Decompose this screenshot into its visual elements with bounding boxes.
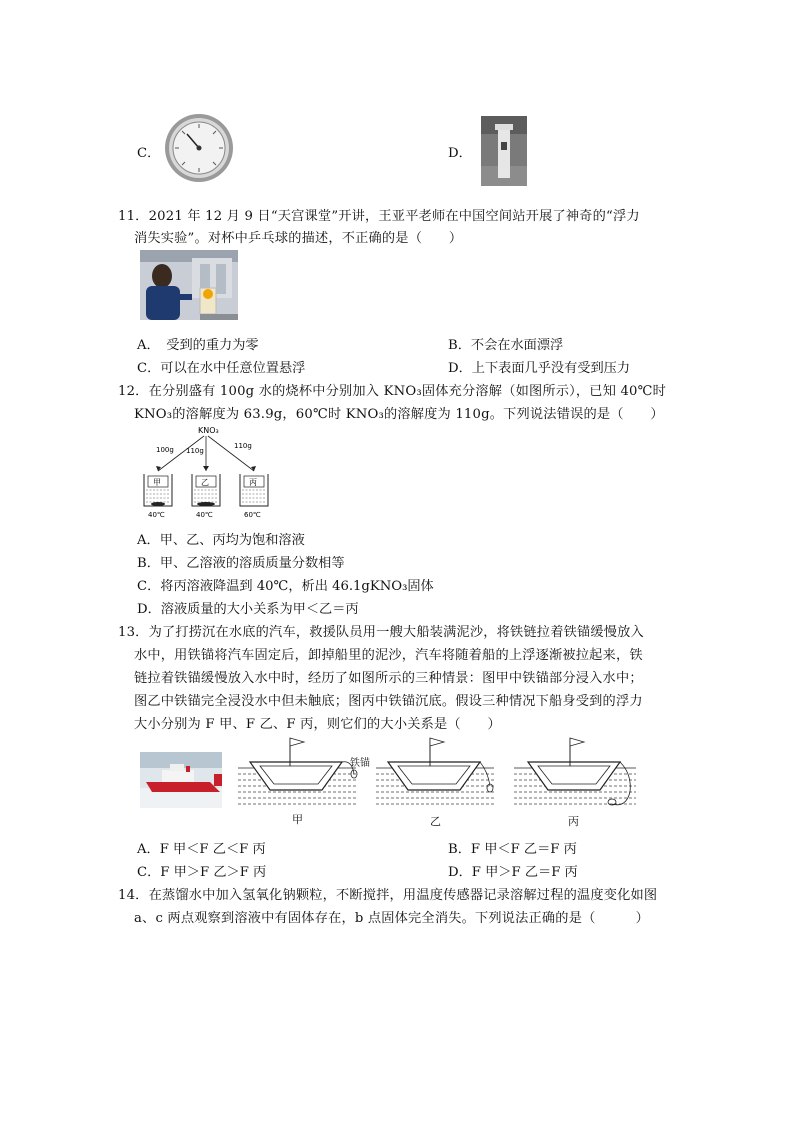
fig-boat-label-1: 甲 [292, 813, 303, 826]
q13-option-d: D．F 甲＞F 乙＝F 丙 [448, 865, 578, 880]
q10-option-d-label: D． [448, 146, 472, 161]
q14-stem-line2: a、c 两点观察到溶液中有固体存在，b 点固体完全消失。下列说法正确的是（ ） [134, 911, 650, 926]
q13-option-c: C．F 甲＞F 乙＞F 丙 [137, 865, 267, 880]
fig-temp-1: 40℃ [148, 511, 165, 519]
q13-stem-line3: 链拉着铁锚缓慢放入水中时，经历了如图所示的三种情景：图甲中铁锚部分浸入水中； [134, 671, 643, 686]
fig-kno3-label: KNO₃ [198, 426, 219, 435]
tiangong-classroom-photo [140, 250, 238, 320]
q12-option-c: C．将丙溶液降温到 40℃，析出 46.1gKNO₃固体 [137, 579, 434, 594]
boat-anchor-figure [236, 730, 642, 830]
fig-temp-3: 60℃ [244, 511, 261, 519]
q13-stem-line2: 水中，用铁锚将汽车固定后，卸掉船里的泥沙，汽车将随着船的上浮逐渐被拉起来，铁 [134, 648, 643, 663]
q13-option-a: A．F 甲＜F 乙＜F 丙 [137, 842, 266, 857]
icebreaker-ship-photo [140, 752, 222, 808]
weather-station-image [481, 116, 527, 186]
q12-option-a: A．甲、乙、丙均为饱和溶液 [137, 533, 305, 548]
q13-stem-line5: 大小分别为 F 甲、F 乙、F 丙，则它们的大小关系是（ ） [134, 717, 501, 732]
fig-temp-2: 40℃ [196, 511, 213, 519]
q13-stem-line4: 图乙中铁锚完全浸没水中但未触底；图丙中铁锚沉底。假设三种情况下船身受到的浮力 [134, 694, 643, 709]
q11-option-b: B．不会在水面漂浮 [448, 338, 564, 353]
q12-stem-line1: 12．在分别盛有 100g 水的烧杯中分别加入 KNO₃固体充分溶解（如图所示），已知 40℃时 [118, 384, 666, 399]
q14-stem-line1: 14．在蒸馏水中加入氢氧化钠颗粒，不断搅拌，用温度传感器记录溶解过程的温度变化如图 [118, 888, 658, 903]
q13-stem-line1: 13．为了打捞沉在水底的汽车，救援队员用一艘大船装满泥沙，将铁链拉着铁锚缓慢放入 [118, 625, 644, 640]
fig-beaker-3-label: 丙 [249, 478, 257, 487]
q11-option-d: D．上下表面几乎没有受到压力 [448, 361, 631, 376]
fig-boat-label-2: 乙 [430, 815, 441, 828]
q11-option-a: A． 受到的重力为零 [137, 338, 259, 353]
fig-mass-2: 110g [186, 447, 204, 455]
q12-option-d: D．溶液质量的大小关系为甲＜乙＝丙 [137, 602, 359, 617]
q10-option-c-label: C． [137, 146, 161, 161]
q13-option-b: B．F 甲＜F 乙＝F 丙 [448, 842, 577, 857]
fig-mass-3: 110g [234, 442, 252, 450]
barometer-image [163, 112, 235, 184]
fig-anchor-label: 铁锚 [350, 758, 370, 769]
q11-stem-line1: 11．2021 年 12 月 9 日“天宫课堂”开讲，王亚平老师在中国空间站开展了神奇的“浮力 [118, 209, 640, 224]
q11-stem-line2: 消失实验”。对杯中乒乓球的描述，不正确的是（ ） [134, 231, 463, 246]
fig-beaker-1-label: 甲 [153, 478, 161, 487]
fig-mass-1: 100g [156, 446, 174, 454]
q11-option-c: C．可以在水中任意位置悬浮 [137, 361, 306, 376]
kno3-beakers-figure [136, 424, 286, 520]
fig-beaker-2-label: 乙 [201, 478, 209, 487]
q12-stem-line2: KNO₃的溶解度为 63.9g，60℃时 KNO₃的溶解度为 110g。下列说法错误的是（ ） [134, 407, 664, 422]
fig-boat-label-3: 丙 [568, 815, 579, 828]
q12-option-b: B．甲、乙溶液的溶质质量分数相等 [137, 556, 345, 571]
